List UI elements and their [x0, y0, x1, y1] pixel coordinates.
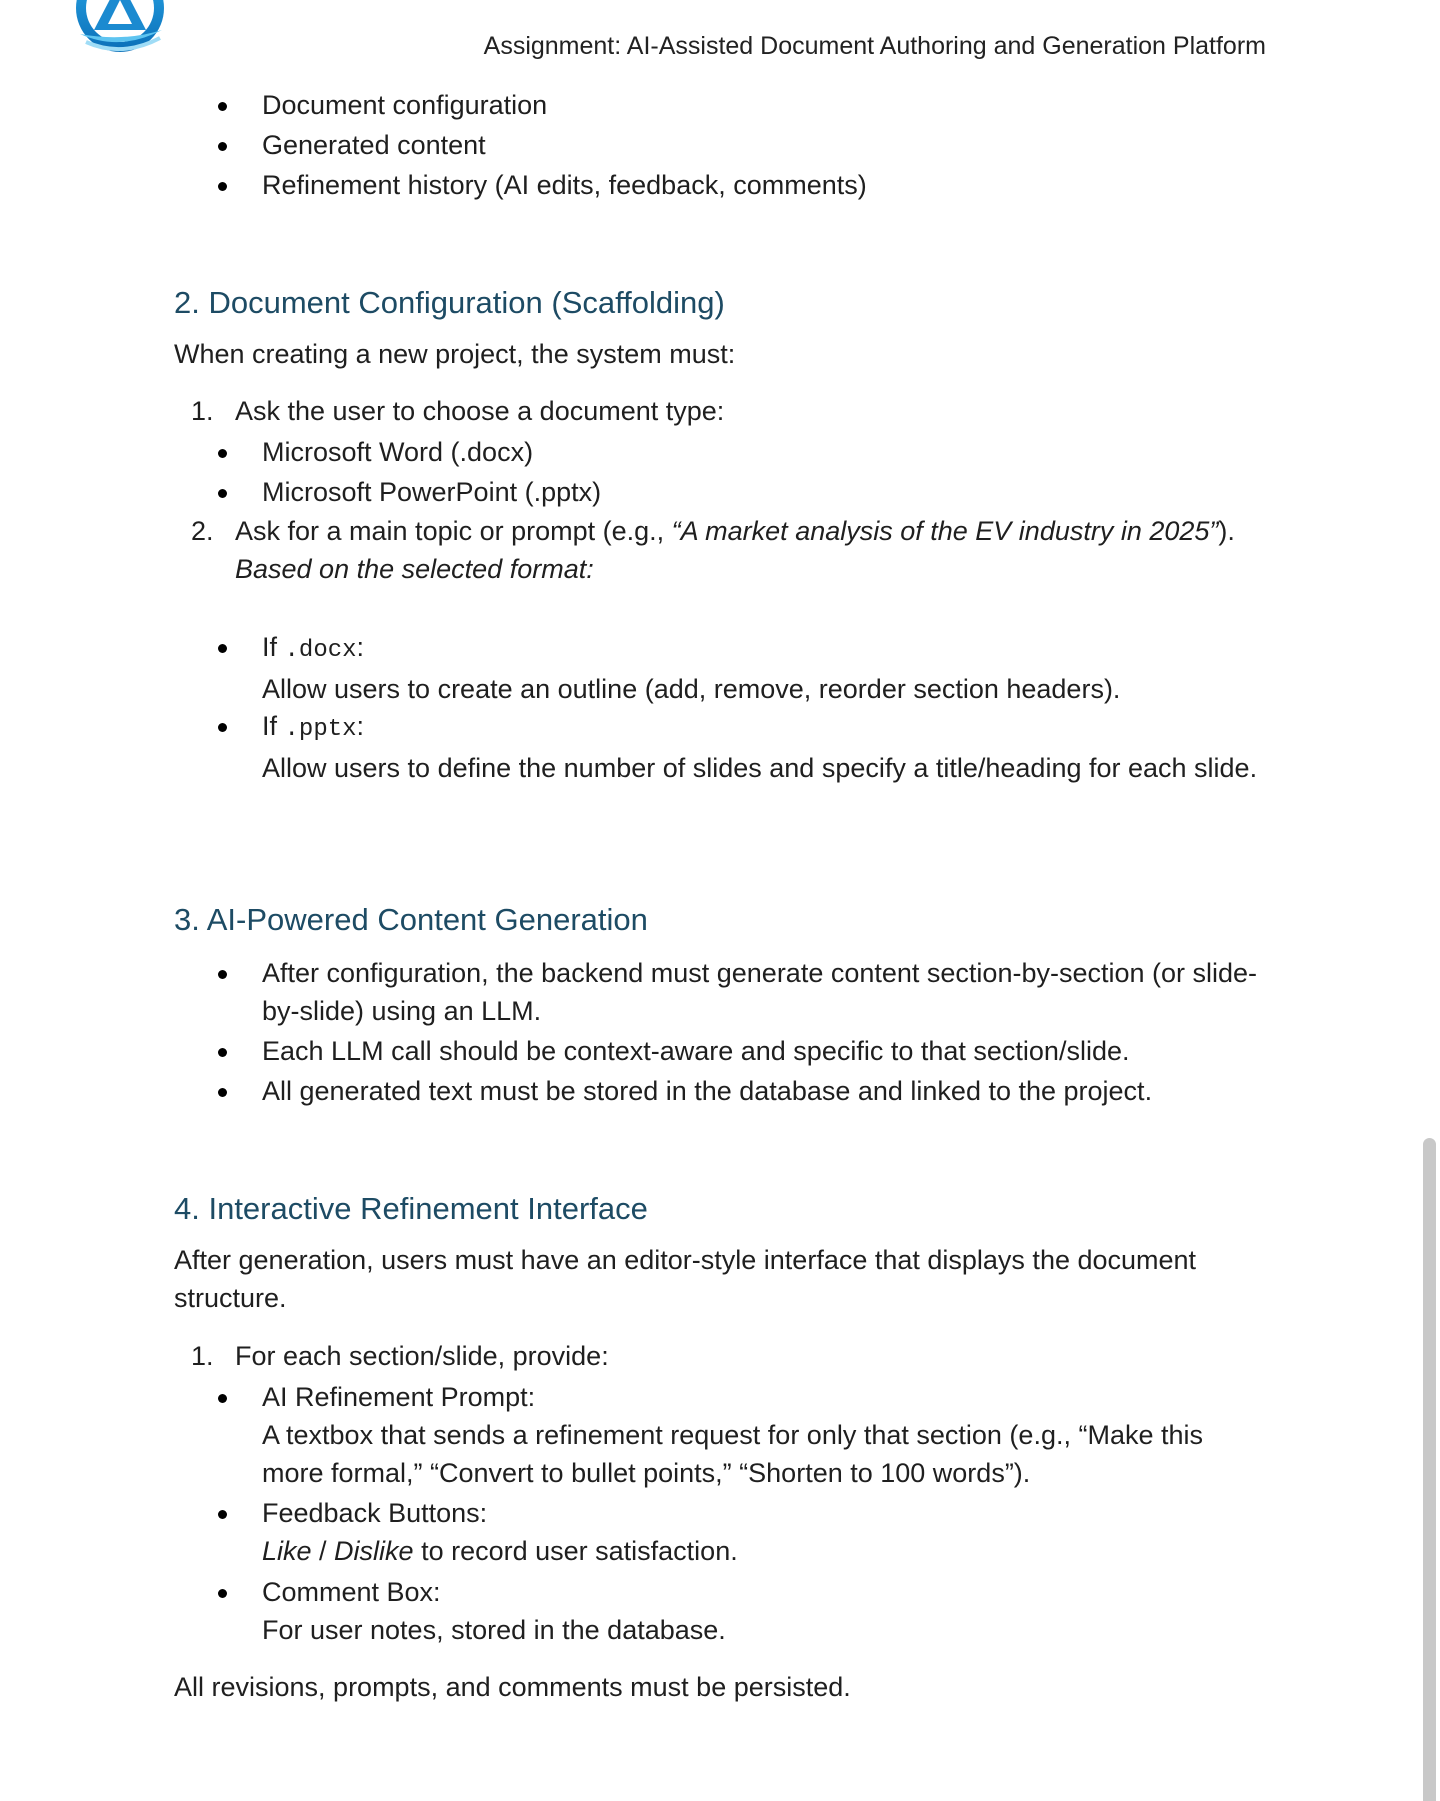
circular-a-logo-icon — [64, 0, 176, 60]
list-item: If .pptx: Allow users to define the number of slides and specify a title/heading for each slide. — [218, 707, 1262, 787]
section-heading: 2. Document Configuration (Scaffolding) — [174, 285, 725, 320]
numbered-item: 1. For each section/slide, provide: — [191, 1337, 1255, 1375]
bullet-icon — [218, 449, 227, 458]
bullet-icon — [218, 1394, 227, 1403]
list-item: Microsoft PowerPoint (.pptx) — [218, 473, 1262, 511]
list-item: Generated content — [218, 126, 1262, 164]
list-item: Comment Box: For user notes, stored in the database. — [218, 1573, 1262, 1649]
section-intro: After generation, users must have an editor-style interface that displays the document structure. — [174, 1245, 1197, 1313]
section-heading: 3. AI-Powered Content Generation — [174, 902, 648, 937]
list-item: After configuration, the backend must generate content section-by-section (or slide-by-slide) using an LLM. — [218, 954, 1262, 1030]
list-item: AI Refinement Prompt: A textbox that sends a refinement request for only that section (e.g., “Make this more formal,” “Convert to bullet points,” “Shorten to 100 words”). — [218, 1378, 1262, 1492]
bullet-icon — [218, 644, 227, 653]
section-intro: When creating a new project, the system must: — [174, 339, 736, 369]
bullet-icon — [218, 723, 227, 732]
list-item: Refinement history (AI edits, feedback, comments) — [218, 166, 1262, 204]
list-item: Each LLM call should be context-aware and specific to that section/slide. — [218, 1032, 1262, 1070]
bullet-icon — [218, 970, 227, 979]
list-item: All generated text must be stored in the database and linked to the project. — [218, 1072, 1262, 1110]
section-heading: 4. Interactive Refinement Interface — [174, 1191, 648, 1226]
closing-paragraph: All revisions, prompts, and comments must be persisted. — [174, 1672, 851, 1702]
bullet-icon — [218, 1510, 227, 1519]
bullet-icon — [218, 489, 227, 498]
numbered-item: 1. Ask the user to choose a document type: — [191, 392, 1255, 430]
list-item: If .docx: Allow users to create an outline (add, remove, reorder section headers). — [218, 628, 1262, 708]
example-prompt: “A market analysis of the EV industry in 2025” — [671, 516, 1219, 546]
item-number: 1. — [191, 1341, 214, 1371]
item-number: 1. — [191, 396, 214, 426]
bullet-icon — [218, 1088, 227, 1097]
list-item: Feedback Buttons: Like / Dislike to record user satisfaction. — [218, 1494, 1262, 1570]
bullet-icon — [218, 102, 227, 111]
vertical-scrollbar-thumb[interactable] — [1423, 1138, 1436, 1801]
list-item: Document configuration — [218, 86, 1262, 124]
based-on-label: Based on the selected format: — [235, 554, 594, 584]
bullet-icon — [218, 142, 227, 151]
document-header-title: Assignment: AI-Assisted Document Authoring and Generation Platform — [483, 32, 1266, 60]
bullet-icon — [218, 1589, 227, 1598]
list-item: Microsoft Word (.docx) — [218, 433, 1262, 471]
numbered-item: 2. Ask for a main topic or prompt (e.g., “A market analysis of the EV industry in 2025”). Based on the selected format: — [191, 512, 1255, 588]
item-number: 2. — [191, 516, 214, 546]
bullet-icon — [218, 182, 227, 191]
bullet-icon — [218, 1048, 227, 1057]
